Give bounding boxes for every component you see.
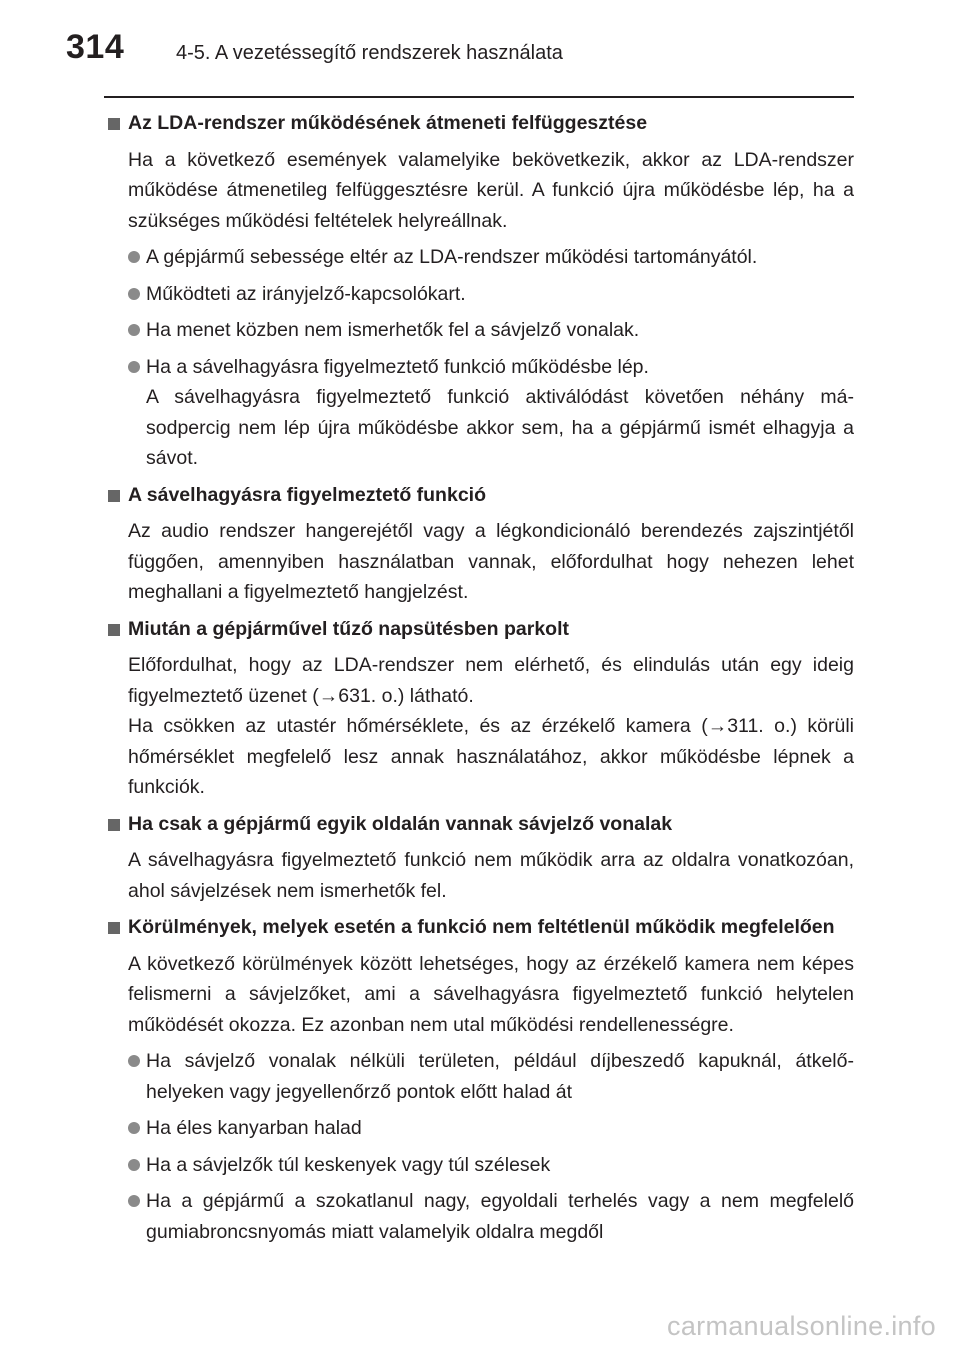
page-number: 314 [66, 28, 125, 66]
section-title: Körülmények, melyek esetén a funkció nem feltétlenül működik megfelelően [104, 912, 854, 943]
bullet-list [104, 242, 854, 474]
circle-bullet-icon [128, 1195, 140, 1207]
list-item: Működteti az irányjelző-kapcsolókart. [128, 279, 854, 310]
list-item: Ha sávjelző vonalak nélküli területen, például díjbeszedő kapuknál, átkelőhelyeken vagy jegyellenőrző pontok előtt halad át [128, 1046, 854, 1107]
section-one-side-lane-lines [104, 809, 854, 907]
section-lane-departure-alert [104, 480, 854, 608]
section-malfunction-conditions [104, 912, 854, 1247]
header-rule [104, 96, 854, 98]
paragraph: A következő körülmények között lehetséges, hogy az érzékelő kamera nem képes felismerni a sávjelzőket, ami a sávelhagyásra figyelmeztető funkció helytelen működését okozza. Ez azonban nem utal működési rendellenességre. [128, 952, 854, 1036]
paragraph: Az audio rendszer hangerejétől vagy a légkondicionáló berendezés zajszintjétől függően, amennyiben használatban vannak, előfordulhat hogy nehezen lehet meghallani a figyelmeztető hangjelzést. [128, 520, 854, 603]
paragraph: Ha a következő események valamelyike bekövetkezik, akkor az LDA-rendszer működése átmenetileg felfüggesztésre kerül. A funkció újra működésbe lép, ha a szükséges működési feltételek helyreállnak. [128, 148, 854, 232]
list-item: Ha éles kanyarban halad [128, 1113, 854, 1144]
circle-bullet-icon [128, 1055, 140, 1067]
circle-bullet-icon [128, 361, 140, 373]
square-bullet-icon [108, 490, 120, 502]
section-title: Ha csak a gépjármű egyik oldalán vannak sávjelző vonalak [104, 809, 854, 840]
list-item: Ha menet közben nem ismerhetők fel a sávjelző vonalak. [128, 315, 854, 346]
section-title: Az LDA-rendszer működésének átmeneti felfüggesztése [104, 108, 854, 139]
section-parked-in-sun [104, 614, 854, 803]
square-bullet-icon [108, 624, 120, 636]
list-item: Ha a gépjármű a szokatlanul nagy, egyoldali terhelés vagy a nem megfelelő gumiabroncsnyomás miatt valamelyik oldalra megdől [128, 1186, 854, 1247]
paragraph: A sávelhagyásra figyelmeztető funkció nem működik arra az oldalra vonatkozóan, ahol sávjelzések nem ismerhetők fel. [128, 849, 854, 902]
section-lda-suspension [104, 108, 854, 474]
list-item-note: A sávelhagyásra figyelmeztető funkció aktiválódást követően néhány másodpercig nem lép újra működésbe akkor sem, ha a gépjármű ismét elhagyja a sávot. [146, 386, 854, 469]
circle-bullet-icon [128, 288, 140, 300]
circle-bullet-icon [128, 1159, 140, 1171]
page-content [104, 108, 854, 1253]
watermark: carmanualsonline.info [667, 1311, 936, 1341]
circle-bullet-icon [128, 251, 140, 263]
list-item: Ha a sávelhagyásra figyelmeztető funkció működésbe lép. A sávelhagyásra figyelmeztető funkció aktiválódást követően néhány másodpercig nem lép újra működésbe akkor sem, ha a gépjármű ismét elhagyja a sávot. [128, 352, 854, 474]
paragraph: Előfordulhat, hogy az LDA-rendszer nem elérhető, és elindulás után egy ideig figyelmeztető üzenet (→631. o.) látható. [128, 654, 854, 707]
section-title: Miután a gépjárművel tűző napsütésben parkolt [104, 614, 854, 645]
circle-bullet-icon [128, 324, 140, 336]
paragraph: Ha csökken az utastér hőmérséklete, és az érzékelő kamera (→311. o.) körüli hőmérséklet megfelelő lesz annak használatához, akkor működésbe lépnek a funkciók. [128, 715, 854, 798]
square-bullet-icon [108, 118, 120, 130]
page-header [0, 0, 960, 100]
list-item: A gépjármű sebessége eltér az LDA-rendszer működési tartományától. [128, 242, 854, 273]
bullet-list [104, 1046, 854, 1247]
chapter-title: 4-5. A vezetéssegítő rendszerek használata [176, 42, 563, 64]
section-title: A sávelhagyásra figyelmeztető funkció [104, 480, 854, 511]
circle-bullet-icon [128, 1122, 140, 1134]
square-bullet-icon [108, 819, 120, 831]
list-item: Ha a sávjelzők túl keskenyek vagy túl szélesek [128, 1150, 854, 1181]
square-bullet-icon [108, 922, 120, 934]
